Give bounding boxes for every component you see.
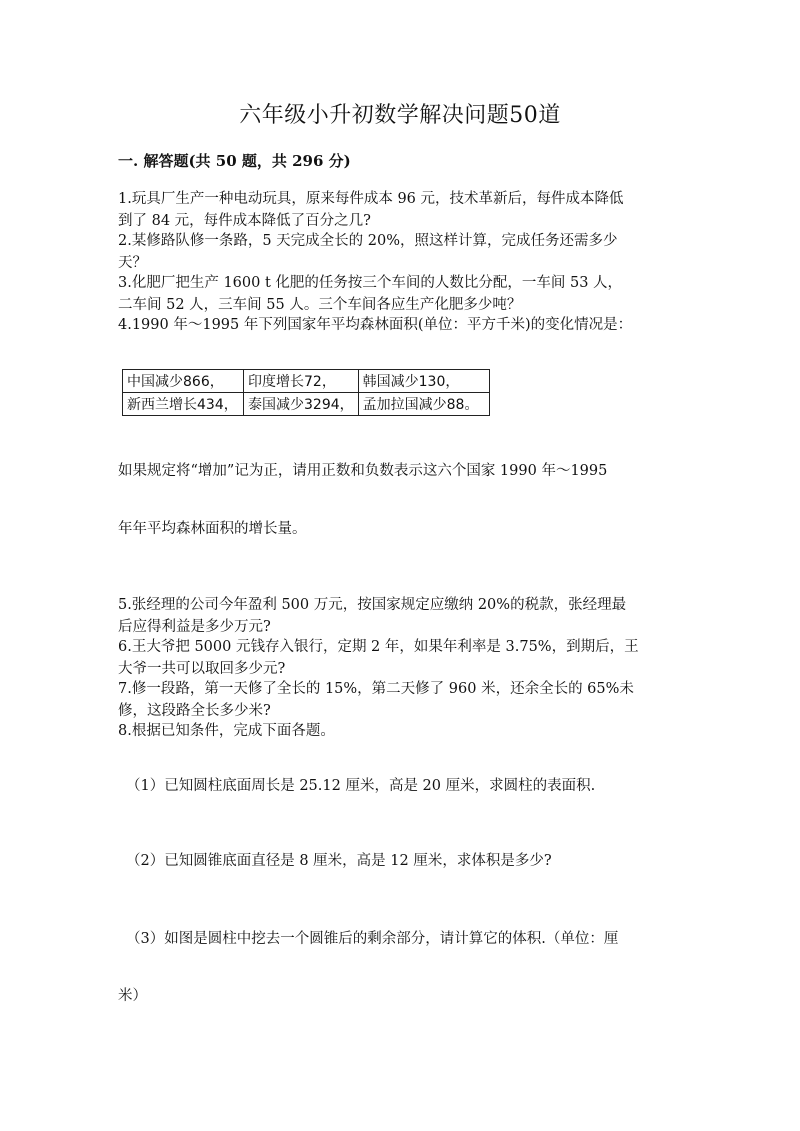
question-6-line-2: 大爷一共可以取回多少元? xyxy=(118,661,286,677)
question-4-instruction-1: 如果规定将“增加”记为正，请用正数和负数表示这六个国家 1990 年～1995 xyxy=(118,463,608,479)
question-2 xyxy=(118,230,678,274)
section-heading: 一. 解答题(共 50 题，共 296 分) xyxy=(118,152,351,170)
question-4-instruction-2: 年年平均森林面积的增长量。 xyxy=(118,521,307,537)
question-6-line-1: 6.王大爷把 5000 元钱存入银行，定期 2 年，如果年利率是 3.75%，到期后，王 xyxy=(118,639,639,655)
question-1-line-2: 到了 84 元，每件成本降低了百分之几? xyxy=(118,213,371,229)
table-cell: 韩国减少130， xyxy=(358,370,489,393)
question-1 xyxy=(118,188,678,232)
page-title: 六年级小升初数学解决问题50道 xyxy=(239,103,561,128)
question-3-line-2: 二车间 52 人，三车间 55 人。三个车间各应生产化肥多少吨？ xyxy=(118,297,522,313)
question-5 xyxy=(118,594,678,638)
question-2-line-2: 天？ xyxy=(118,255,147,271)
question-3-line-1: 3.化肥厂把生产 1600 t 化肥的任务按三个车间的人数比分配，一车间 53 人， xyxy=(118,275,623,291)
question-8-part-3-line-1: （3）如图是圆柱中挖去一个圆锥后的剩余部分，请计算它的体积.（单位：厘 xyxy=(126,931,619,947)
question-8-part-3-line-2: 米） xyxy=(118,988,147,1004)
question-8-part-2: （2）已知圆锥底面直径是 8 厘米，高是 12 厘米，求体积是多少? xyxy=(126,853,552,869)
question-5-line-2: 后应得利益是多少万元? xyxy=(118,619,271,635)
table-cell: 泰国减少3294， xyxy=(244,393,359,416)
question-7-line-1: 7.修一段路，第一天修了全长的 15%，第二天修了 960 米，还余全长的 65%未 xyxy=(118,681,634,697)
table-cell: 中国减少866， xyxy=(123,370,244,393)
question-4-line-1: 4.1990 年～1995 年下列国家年平均森林面积(单位：平方千米)的变化情况是： xyxy=(118,317,633,333)
table-row xyxy=(123,370,490,393)
forest-area-table xyxy=(122,369,490,416)
question-8-part-1: （1）已知圆柱底面周长是 25.12 厘米，高是 20 厘米，求圆柱的表面积. xyxy=(126,778,596,794)
question-2-line-1: 2.某修路队修一条路，5 天完成全长的 20%，照这样计算，完成任务还需多少 xyxy=(118,233,618,249)
question-6 xyxy=(118,636,678,680)
question-3 xyxy=(118,272,678,316)
table-cell: 印度增长72， xyxy=(244,370,359,393)
question-1-line-1: 1.玩具厂生产一种电动玩具，原来每件成本 96 元，技术革新后，每件成本降低 xyxy=(118,191,624,207)
question-7-line-2: 修，这段路全长多少米? xyxy=(118,703,271,719)
table-cell: 新西兰增长434， xyxy=(123,393,244,416)
question-5-line-1: 5.张经理的公司今年盈利 500 万元，按国家规定应缴纳 20%的税款，张经理最 xyxy=(118,597,627,613)
table-cell: 孟加拉国减少88。 xyxy=(358,393,489,416)
table-row xyxy=(123,393,490,416)
question-8-line-1: 8.根据已知条件，完成下面各题。 xyxy=(118,723,335,739)
question-7 xyxy=(118,678,678,722)
